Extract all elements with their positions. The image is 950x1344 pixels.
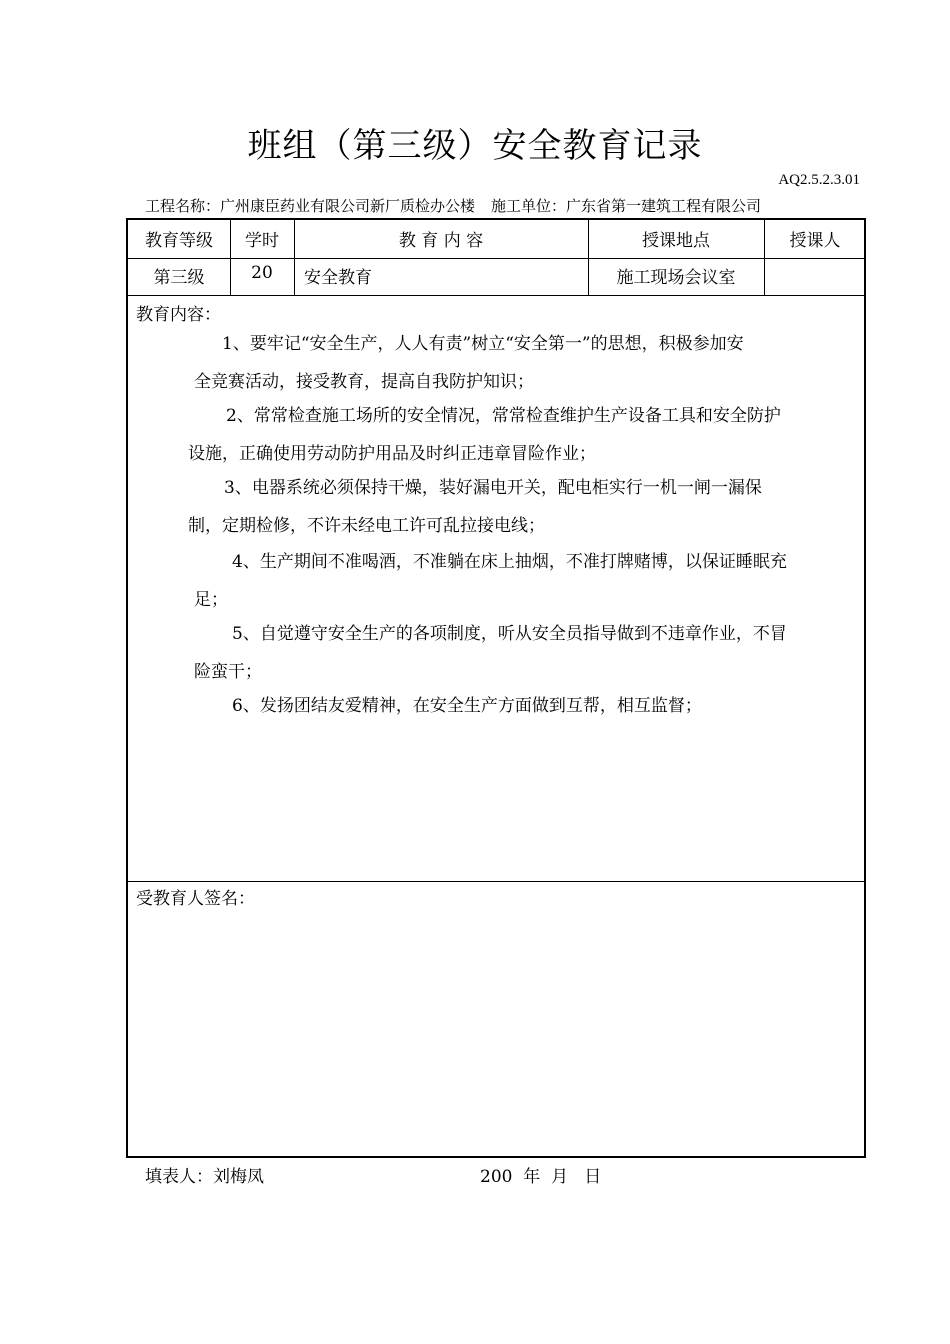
content-item-3-line-2: 制，定期检修，不许未经电工许可乱拉接电线； — [188, 516, 545, 536]
content-item-6-line-1: 6、发扬团结友爱精神，在安全生产方面做到互帮，相互监督； — [232, 696, 702, 716]
document-code: AQ2.5.2.3.01 — [778, 172, 860, 188]
record-table — [126, 218, 866, 1158]
content-item-4-line-1: 4、生产期间不准喝酒，不准躺在床上抽烟，不准打牌赌博，以保证睡眠充 — [232, 552, 787, 572]
content-section-divider — [128, 881, 864, 882]
content-item-2-line-2: 设施，正确使用劳动防护用品及时纠正违章冒险作业； — [188, 444, 596, 464]
signature-label: 受教育人签名： — [136, 889, 255, 909]
header-row-divider — [128, 258, 864, 259]
cell-location: 施工现场会议室 — [616, 268, 736, 288]
header-education-level: 教育等级 — [145, 231, 213, 251]
document-title: 班组（第三级）安全教育记录 — [247, 126, 703, 166]
content-item-1-line-2: 全竞赛活动，接受教育，提高自我防护知识； — [194, 372, 534, 392]
form-filler: 填表人：刘梅凤 — [145, 1167, 264, 1187]
header-hours: 学时 — [245, 231, 279, 251]
content-item-4-line-2: 足； — [194, 590, 228, 610]
form-date: 200 年 月 日 — [480, 1167, 602, 1187]
content-item-1-line-1: 1、要牢记“安全生产，人人有责”树立“安全第一”的思想，积极参加安 — [222, 334, 744, 354]
project-name: 工程名称：广州康臣药业有限公司新厂质检办公楼 — [145, 197, 476, 215]
data-row-divider — [128, 295, 864, 296]
header-instructor: 授课人 — [789, 231, 841, 251]
cell-content: 安全教育 — [304, 268, 372, 288]
header-location: 授课地点 — [642, 231, 710, 251]
construction-unit: 施工单位：广东省第一建筑工程有限公司 — [491, 197, 762, 215]
project-info-line — [145, 195, 761, 216]
content-item-5-line-1: 5、自觉遵守安全生产的各项制度，听从安全员指导做到不违章作业，不冒 — [232, 624, 787, 644]
cell-hours: 20 — [251, 263, 273, 283]
content-item-3-line-1: 3、电器系统必须保持干燥，装好漏电开关，配电柜实行一机一闸一漏保 — [224, 478, 762, 498]
header-content: 教 育 内 容 — [398, 231, 484, 251]
content-item-5-line-2: 险蛮干； — [194, 662, 262, 682]
cell-education-level: 第三级 — [153, 268, 205, 288]
content-item-2-line-1: 2、常常检查施工场所的安全情况，常常检查维护生产设备工具和安全防护 — [226, 406, 781, 426]
content-label: 教育内容： — [136, 305, 221, 325]
